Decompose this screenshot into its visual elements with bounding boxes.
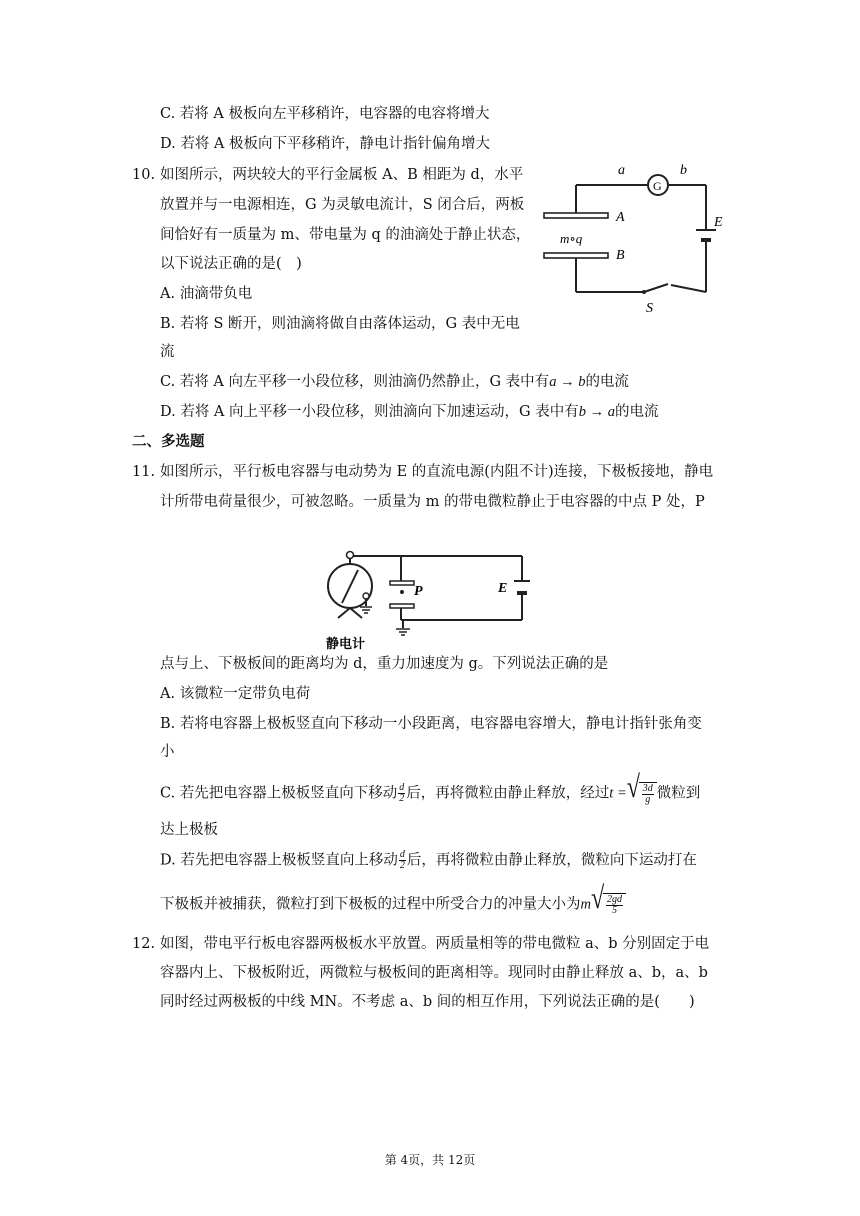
- q10-stem-line: 以下说法正确的是( ): [160, 256, 302, 272]
- q12-number: 12.: [132, 936, 156, 952]
- q11-option-b: B. 若将电容器上极板竖直向下移动一小段距离，电容器电容增大，静电计指针张角变: [160, 716, 702, 732]
- page-footer: 第 4页，共 12页: [384, 1153, 476, 1167]
- q9-option-d: D. 若将 A 极板向下平移稍许，静电计指针偏角增大: [160, 136, 491, 152]
- q12-stem-line: 同时经过两极板的中线 MN。不考虑 a、b 间的相互作用，下列说法正确的是( ): [160, 994, 695, 1010]
- q11-stem-line: 点与上、下极板间的距离均为 d，重力加速度为 g。下列说法正确的是: [160, 656, 609, 672]
- q11-option-c: C. 若先把电容器上极板竖直向下移动 $\frac{d}{2}$ 后，再将微粒由静止释放，经过t = √ $\frac{3d}{g}$ 微粒到: [160, 782, 700, 805]
- svg-text:S: S: [646, 301, 653, 316]
- q10-option-b-cont: 流: [160, 344, 175, 360]
- q12-stem-line: 容器内上、下极板附近，两微粒与极板间的距离相等。现同时由静止释放 a、b，a、b: [160, 965, 708, 981]
- q10-number: 10.: [132, 167, 156, 183]
- svg-text:b: b: [680, 163, 687, 178]
- current-direction: a → b: [549, 374, 586, 390]
- plate-b: [544, 253, 608, 258]
- q12-stem-line: 如图，带电平行板电容器两极板水平放置。两质量相等的带电微粒 a、b 分别固定于电: [160, 936, 710, 952]
- svg-text:m∘q: m∘q: [560, 231, 583, 246]
- q11-option-b-cont: 小: [160, 744, 175, 760]
- upper-plate: [390, 581, 414, 585]
- q11-stem-line: 计所带电荷量很少，可被忽略。一质量为 m 的带电微粒静止于电容器的中点 P 处，P: [160, 494, 705, 510]
- q9-option-c: C. 若将 A 极板向左平移稍许，电容器的电容将增大: [160, 106, 490, 122]
- lower-plate: [390, 604, 414, 608]
- current-direction: b → a: [578, 404, 615, 420]
- q10-option-b: B. 若将 S 断开，则油滴将做自由落体运动，G 表中无电: [160, 316, 520, 332]
- q10-option-a: A. 油滴带负电: [160, 286, 253, 302]
- svg-text:P: P: [414, 584, 423, 599]
- q10-circuit-figure: [536, 160, 736, 320]
- section-title: 二、多选题: [132, 433, 205, 450]
- q11-option-d-cont: 下极板并被捕获，微粒打到下极板的过程中所受合力的冲量大小为m √ $\frac{2gd}{5}$: [160, 893, 626, 916]
- sqrt-expression: √ $\frac{2gd}{5}$: [593, 893, 626, 916]
- sqrt-expression: √ $\frac{3d}{g}$: [629, 782, 657, 805]
- particle-p: [400, 590, 404, 594]
- q10-stem-line: 间恰好有一质量为 m、带电量为 q 的油滴处于静止状态，: [160, 227, 531, 243]
- q11-number: 11.: [132, 464, 156, 480]
- q11-stem-line: 如图所示，平行板电容器与电动势为 E 的直流电源(内阻不计)连接，下极板接地，静电: [160, 464, 714, 480]
- fraction: $\frac{d}{2}$: [399, 782, 405, 805]
- svg-text:A: A: [616, 210, 625, 225]
- q10-option-c: C. 若将 A 向左平移一小段位移，则油滴仍然静止，G 表中有a → b的电流: [160, 374, 629, 390]
- plate-a: [544, 213, 608, 218]
- q10-option-d: D. 若将 A 向上平移一小段位移，则油滴向下加速运动，G 表中有b → a的电流: [160, 404, 659, 420]
- svg-text:a: a: [618, 163, 625, 178]
- svg-text:静电计: 静电计: [326, 636, 366, 651]
- svg-text:E: E: [498, 581, 508, 596]
- q10-stem-line: 放置并与一电源相连，G 为灵敏电流计，S 闭合后，两板: [160, 197, 525, 213]
- q11-option-d: D. 若先把电容器上极板竖直向上移动 $\frac{d}{2}$ 后，再将微粒由静止释放，微粒向下运动打在: [160, 849, 697, 871]
- q11-option-a: A. 该微粒一定带负电荷: [160, 686, 311, 702]
- svg-text:G: G: [653, 179, 662, 193]
- svg-text:B: B: [616, 248, 625, 263]
- q11-option-c-cont: 达上极板: [160, 822, 218, 838]
- q11-circuit-figure: [318, 548, 538, 652]
- q10-stem-line: 如图所示，两块较大的平行金属板 A、B 相距为 d，水平: [160, 167, 524, 183]
- svg-text:E: E: [714, 215, 723, 230]
- fraction: $\frac{d}{2}$: [399, 849, 405, 871]
